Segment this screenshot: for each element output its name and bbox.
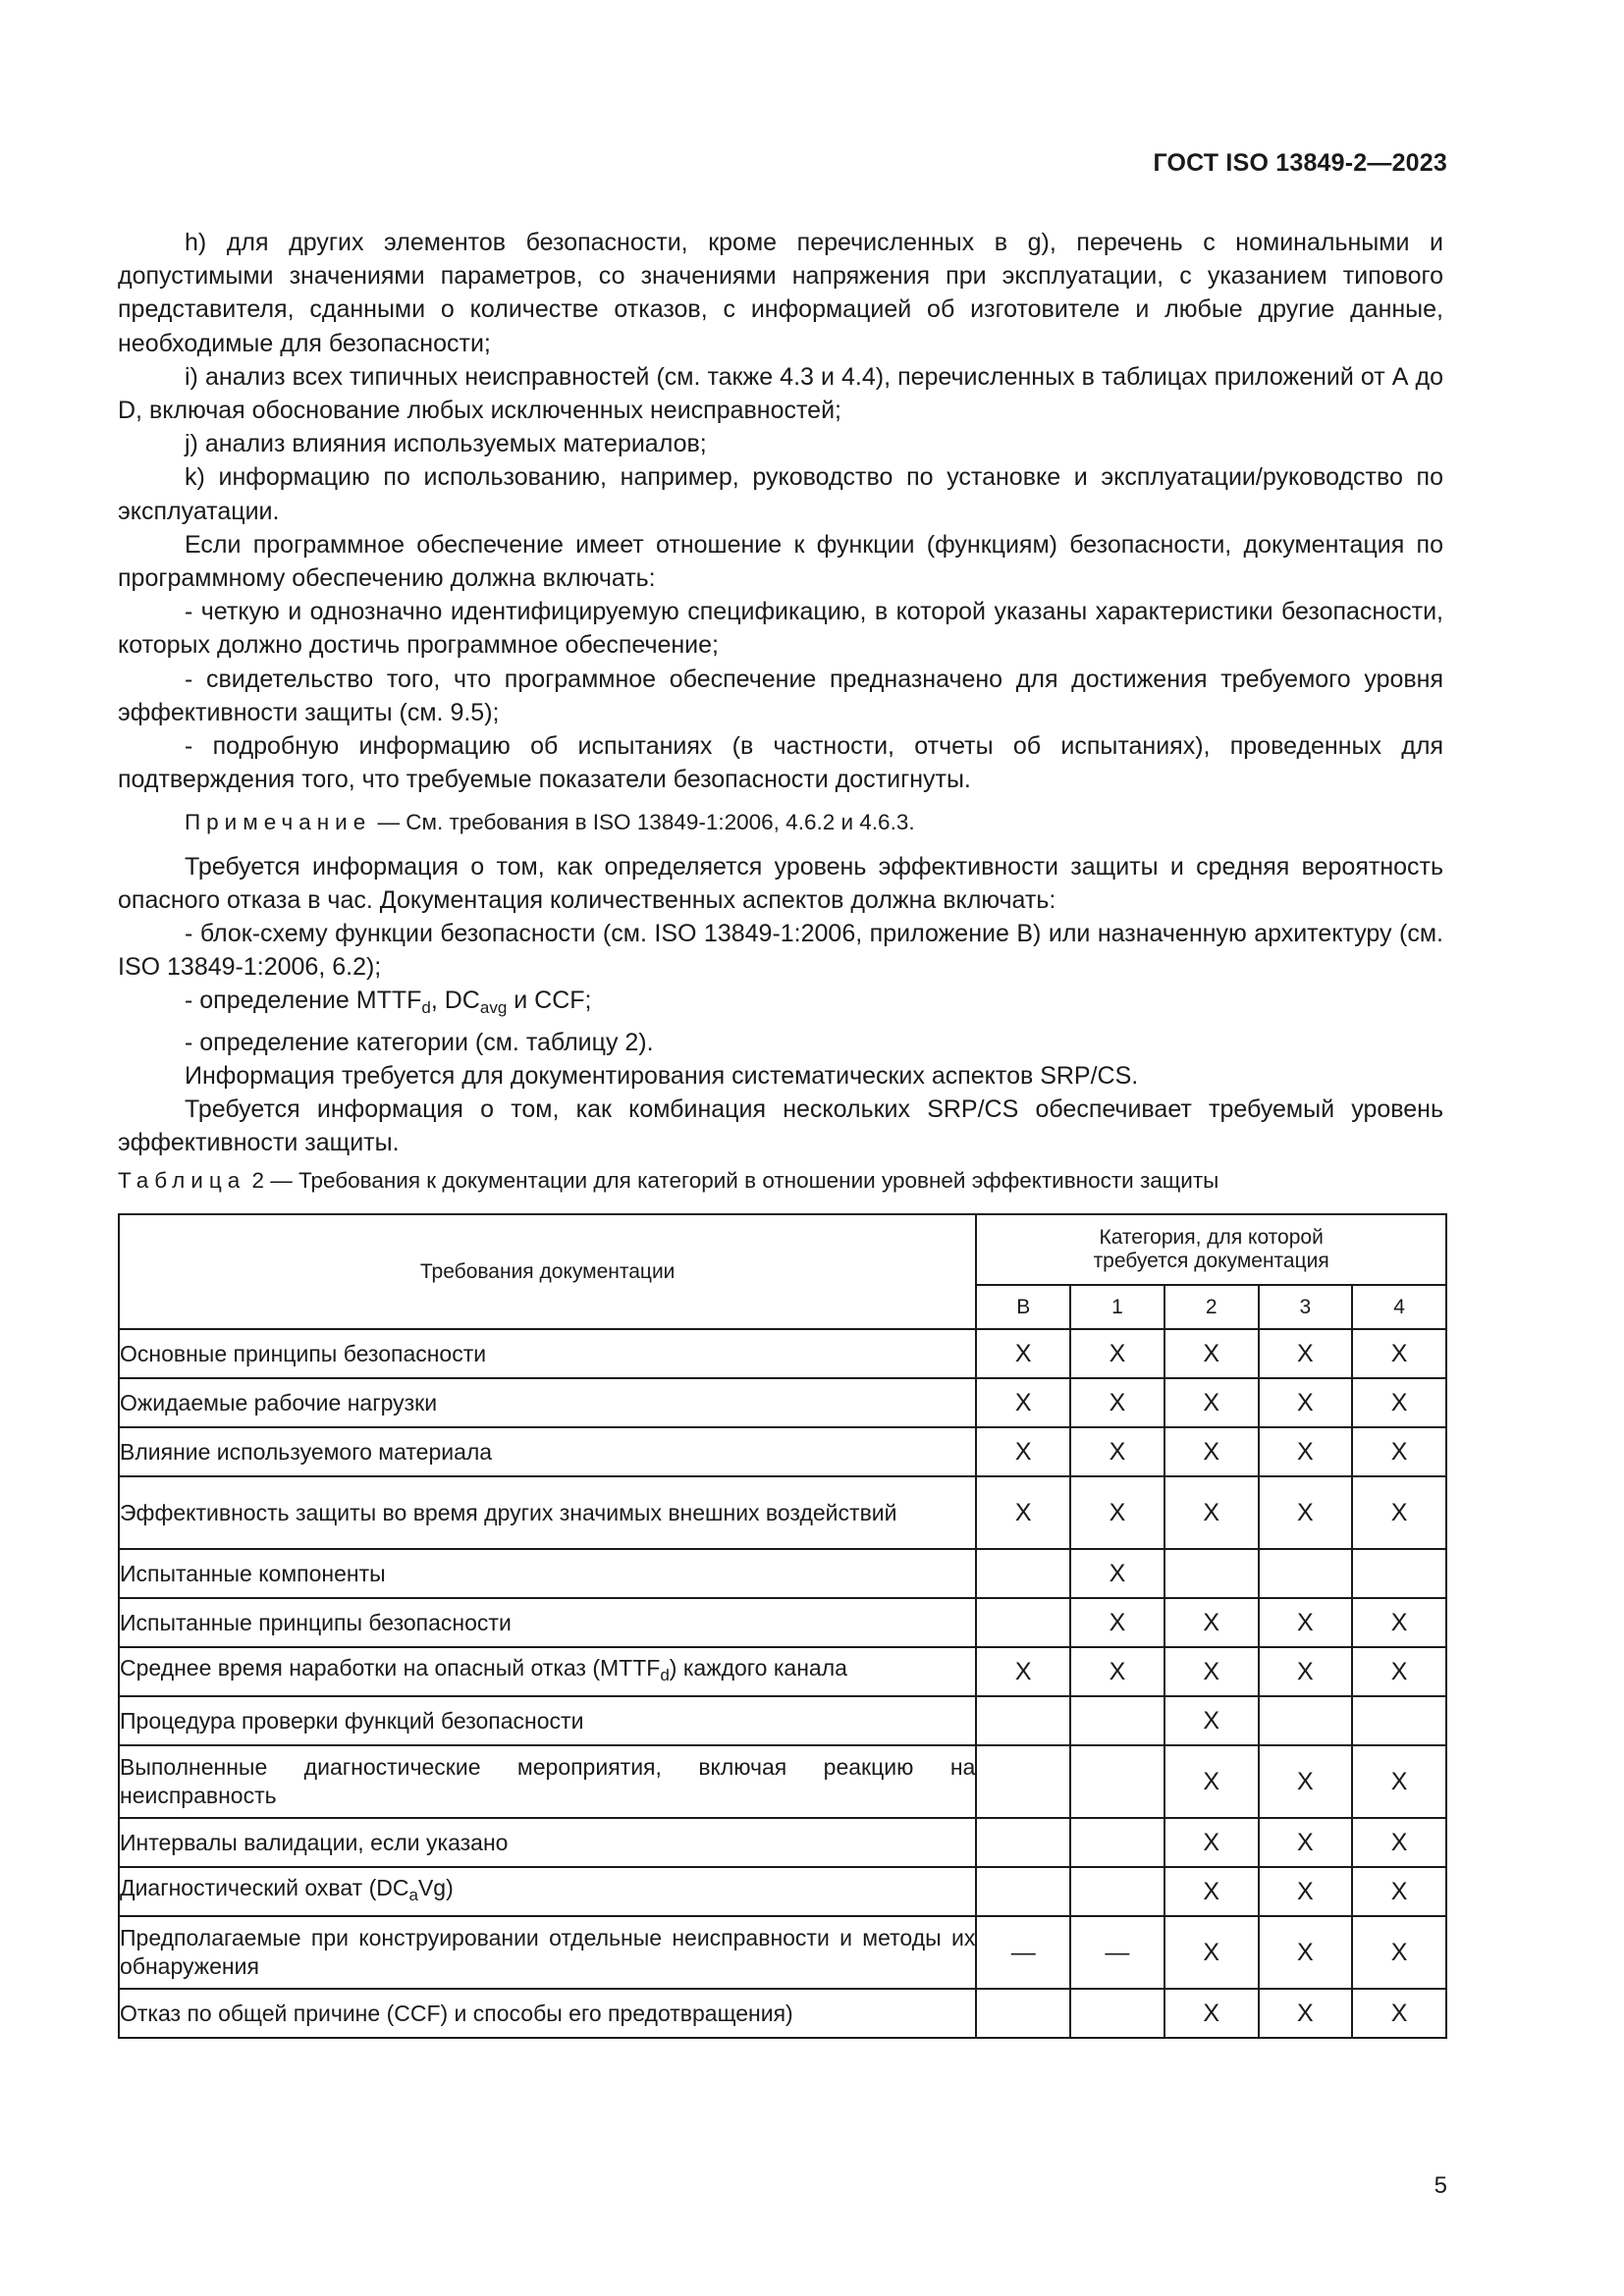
mark-cell — [976, 1549, 1070, 1598]
row-label: Выполненные диагностические мероприятия, включая реакцию на неисправность — [119, 1745, 976, 1818]
mark-cell: X — [1070, 1378, 1164, 1427]
table-row — [119, 1647, 1446, 1696]
mark-cell: X — [1164, 1476, 1259, 1549]
mark-cell — [976, 1818, 1070, 1867]
mark-cell: — — [1070, 1916, 1164, 1989]
mark-cell — [976, 1696, 1070, 1745]
row-label: Испытанные принципы безопасности — [119, 1598, 976, 1647]
software-item-2: - свидетельство того, что программное обеспечение предназначено для достижения требуемого уровня эффективности защиты (см. 9.5); — [118, 665, 1443, 726]
mark-cell: — — [976, 1916, 1070, 1989]
table-row — [119, 1329, 1446, 1378]
mark-cell: X — [1070, 1647, 1164, 1696]
mark-cell: X — [1352, 1916, 1446, 1989]
document-header: ГОСТ ISO 13849-2—2023 — [1153, 149, 1447, 177]
mark-cell: X — [1259, 1329, 1353, 1378]
row-label: Испытанные компоненты — [119, 1549, 976, 1598]
mark-cell: X — [1352, 1476, 1446, 1549]
body-text — [118, 226, 1443, 1159]
mark-cell — [1259, 1549, 1353, 1598]
mark-cell: X — [1070, 1476, 1164, 1549]
pl-item-3: - определение категории (см. таблицу 2). — [185, 1028, 654, 1056]
table-row — [119, 1549, 1446, 1598]
mark-cell — [1070, 1818, 1164, 1867]
row-label: Отказ по общей причине (CCF) и способы его предотвращения) — [119, 1989, 976, 2038]
mark-cell: X — [1352, 1647, 1446, 1696]
table-row — [119, 1989, 1446, 2038]
header-category-b: B — [976, 1285, 1070, 1329]
table-row — [119, 1916, 1446, 1989]
table-row — [119, 1745, 1446, 1818]
header-category-1: 1 — [1070, 1285, 1164, 1329]
row-label: Ожидаемые рабочие нагрузки — [119, 1378, 976, 1427]
combination-paragraph: Требуется информация о том, как комбинация нескольких SRP/CS обеспечивает требуемый уровень эффективности защиты. — [118, 1095, 1443, 1157]
mark-cell: X — [976, 1647, 1070, 1696]
mark-cell: X — [1259, 1647, 1353, 1696]
systematic-paragraph: Информация требуется для документирования систематических аспектов SRP/CS. — [185, 1061, 1139, 1090]
mark-cell — [1352, 1549, 1446, 1598]
mark-cell: X — [1070, 1549, 1164, 1598]
table-row — [119, 1598, 1446, 1647]
mark-cell — [1070, 1867, 1164, 1916]
mark-cell: X — [1164, 1989, 1259, 2038]
header-requirements: Требования документации — [119, 1214, 976, 1329]
mark-cell — [1352, 1696, 1446, 1745]
mark-cell — [1070, 1745, 1164, 1818]
mark-cell: X — [1164, 1427, 1259, 1476]
paragraph-h: h) для других элементов безопасности, кроме перечисленных в g), перечень с номинальными и допустимыми значениями параметров, со значениями напряжения при эксплуатации, с указанием типового представителя, сданными о количестве отказов, с информацией об изготовителе и любые другие данные, необходимые для безопасности; — [118, 229, 1443, 357]
note — [118, 806, 1443, 839]
mark-cell: X — [1352, 1989, 1446, 2038]
table-row — [119, 1378, 1446, 1427]
mark-cell: X — [976, 1427, 1070, 1476]
mark-cell: X — [1259, 1745, 1353, 1818]
mark-cell: X — [1259, 1476, 1353, 1549]
row-label: Процедура проверки функций безопасности — [119, 1696, 976, 1745]
note-label: Примечание — [185, 810, 372, 835]
mark-cell: X — [1070, 1329, 1164, 1378]
row-label: Интервалы валидации, если указано — [119, 1818, 976, 1867]
pl-item-2: - определение $MTTF_d$, $DC_{avg}$ и CCF; — [185, 987, 592, 1018]
mark-cell: X — [1070, 1598, 1164, 1647]
pl-item-1: - блок-схему функции безопасности (см. ISO 13849-1:2006, приложение В) или назначенную архитектуру (см. ISO 13849-1:2006, 6.2); — [118, 920, 1443, 982]
mark-cell — [976, 1598, 1070, 1647]
table-caption-text: 2 — Требования к документации для категорий в отношении уровней эффективности защиты — [245, 1168, 1219, 1193]
row-label: Предполагаемые при конструировании отдельные неисправности и методы их обнаружения — [119, 1916, 976, 1989]
mark-cell — [1259, 1696, 1353, 1745]
software-item-1: - четкую и однозначно идентифицируемую спецификацию, в которой указаны характеристики безопасности, которых должно достичь программное обеспечение; — [118, 598, 1443, 660]
header-category-3: 3 — [1259, 1285, 1353, 1329]
mark-cell: X — [1259, 1989, 1353, 2038]
header-category-4: 4 — [1352, 1285, 1446, 1329]
row-label: Основные принципы безопасности — [119, 1329, 976, 1378]
page-number: 5 — [1434, 2172, 1447, 2199]
mark-cell: X — [1352, 1867, 1446, 1916]
mark-cell: X — [1164, 1745, 1259, 1818]
requirements-table — [118, 1213, 1447, 2039]
mark-cell: X — [1164, 1818, 1259, 1867]
software-intro: Если программное обеспечение имеет отношение к функции (функциям) безопасности, документация по программному обеспечению должна включать: — [118, 530, 1443, 593]
row-label: Среднее время наработки на опасный отказ $(MTTF_d)$ каждого канала — [119, 1647, 976, 1696]
table-row — [119, 1476, 1446, 1549]
mark-cell: X — [1164, 1647, 1259, 1696]
table-row — [119, 1696, 1446, 1745]
mark-cell: X — [1352, 1329, 1446, 1378]
mark-cell: X — [976, 1378, 1070, 1427]
mark-cell: X — [976, 1329, 1070, 1378]
table-row — [119, 1818, 1446, 1867]
row-label: Влияние используемого материала — [119, 1427, 976, 1476]
mark-cell: X — [1164, 1329, 1259, 1378]
mark-cell: X — [1259, 1916, 1353, 1989]
pl-info: Требуется информация о том, как определяется уровень эффективности защиты и средняя вероятность опасного отказа в час. Документация количественных аспектов должна включать: — [118, 852, 1443, 914]
mark-cell: X — [1352, 1818, 1446, 1867]
table-caption-label: Таблица — [118, 1168, 246, 1193]
mark-cell — [1070, 1989, 1164, 2038]
mark-cell: X — [1164, 1696, 1259, 1745]
mark-cell: X — [1259, 1427, 1353, 1476]
mark-cell: X — [1259, 1378, 1353, 1427]
mark-cell: X — [1259, 1598, 1353, 1647]
mark-cell: X — [1352, 1427, 1446, 1476]
mark-cell — [976, 1867, 1070, 1916]
paragraph-i: i) анализ всех типичных неисправностей (см. также 4.3 и 4.4), перечисленных в таблицах приложений от А до D, включая обоснование любых исключенных неисправностей; — [118, 362, 1443, 425]
mark-cell: X — [1164, 1916, 1259, 1989]
row-label: Диагностический охват $(DC_aVg)$ — [119, 1867, 976, 1916]
paragraph-k: k) информацию по использованию, например, руководство по установке и эксплуатации/руководство по эксплуатации. — [118, 463, 1443, 525]
mark-cell: X — [1070, 1427, 1164, 1476]
mark-cell — [1164, 1549, 1259, 1598]
mark-cell: X — [1259, 1867, 1353, 1916]
mark-cell — [976, 1745, 1070, 1818]
software-item-3: - подробную информацию об испытаниях (в частности, отчеты об испытаниях), проведенных для подтверждения того, что требуемые показатели безопасности достигнуты. — [118, 732, 1443, 794]
mark-cell: X — [976, 1476, 1070, 1549]
row-label: Эффективность защиты во время других значимых внешних воздействий — [119, 1476, 976, 1549]
mark-cell: X — [1352, 1745, 1446, 1818]
table-caption — [118, 1168, 1443, 1194]
paragraph-j: j) анализ влияния используемых материалов; — [185, 430, 707, 458]
mark-cell — [976, 1989, 1070, 2038]
header-category: Категория, для которой требуется документация — [976, 1214, 1446, 1285]
table-row — [119, 1867, 1446, 1916]
mark-cell: X — [1259, 1818, 1353, 1867]
mark-cell: X — [1164, 1598, 1259, 1647]
table-row — [119, 1427, 1446, 1476]
mark-cell: X — [1352, 1598, 1446, 1647]
mark-cell: X — [1164, 1378, 1259, 1427]
mark-cell: X — [1352, 1378, 1446, 1427]
mark-cell — [1070, 1696, 1164, 1745]
mark-cell: X — [1164, 1867, 1259, 1916]
header-category-2: 2 — [1164, 1285, 1259, 1329]
note-text: — См. требования в ISO 13849-1:2006, 4.6.2 и 4.6.3. — [371, 810, 915, 835]
